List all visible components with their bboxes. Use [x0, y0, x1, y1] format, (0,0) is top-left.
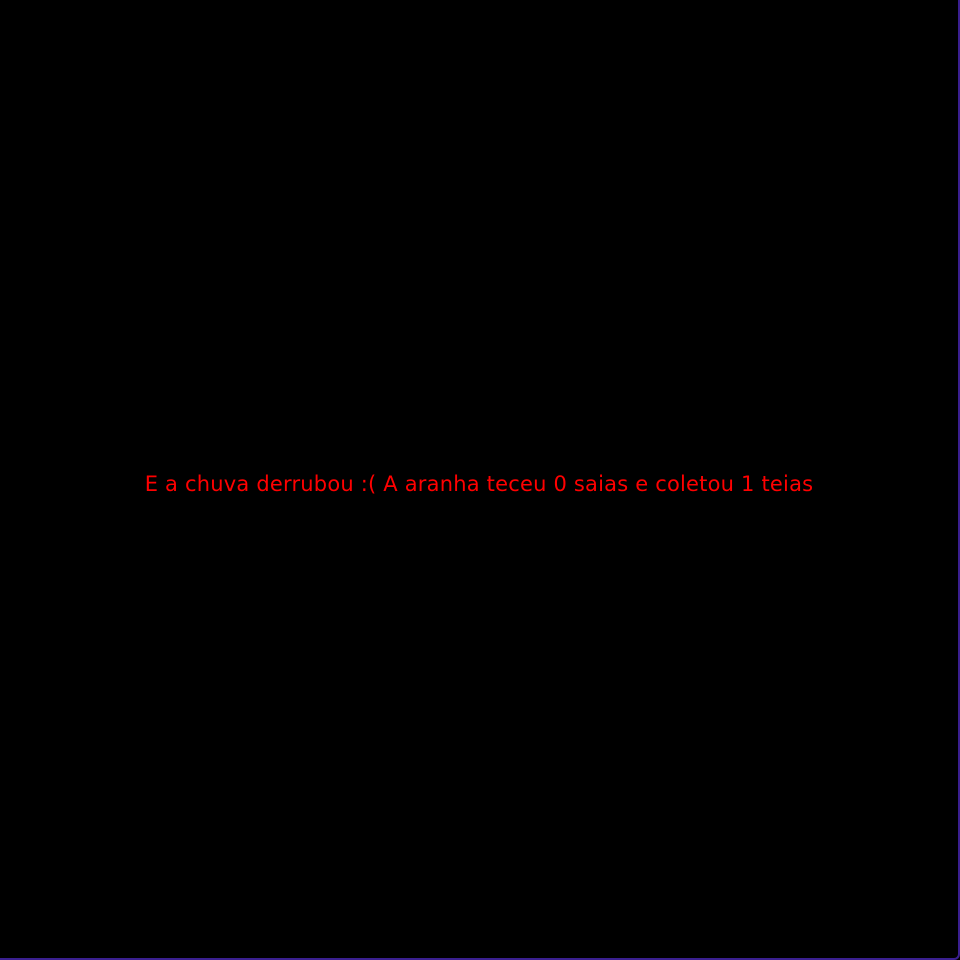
game-over-message: E a chuva derrubou :( A aranha teceu 0 saias e coletou 1 teias	[144, 472, 814, 496]
